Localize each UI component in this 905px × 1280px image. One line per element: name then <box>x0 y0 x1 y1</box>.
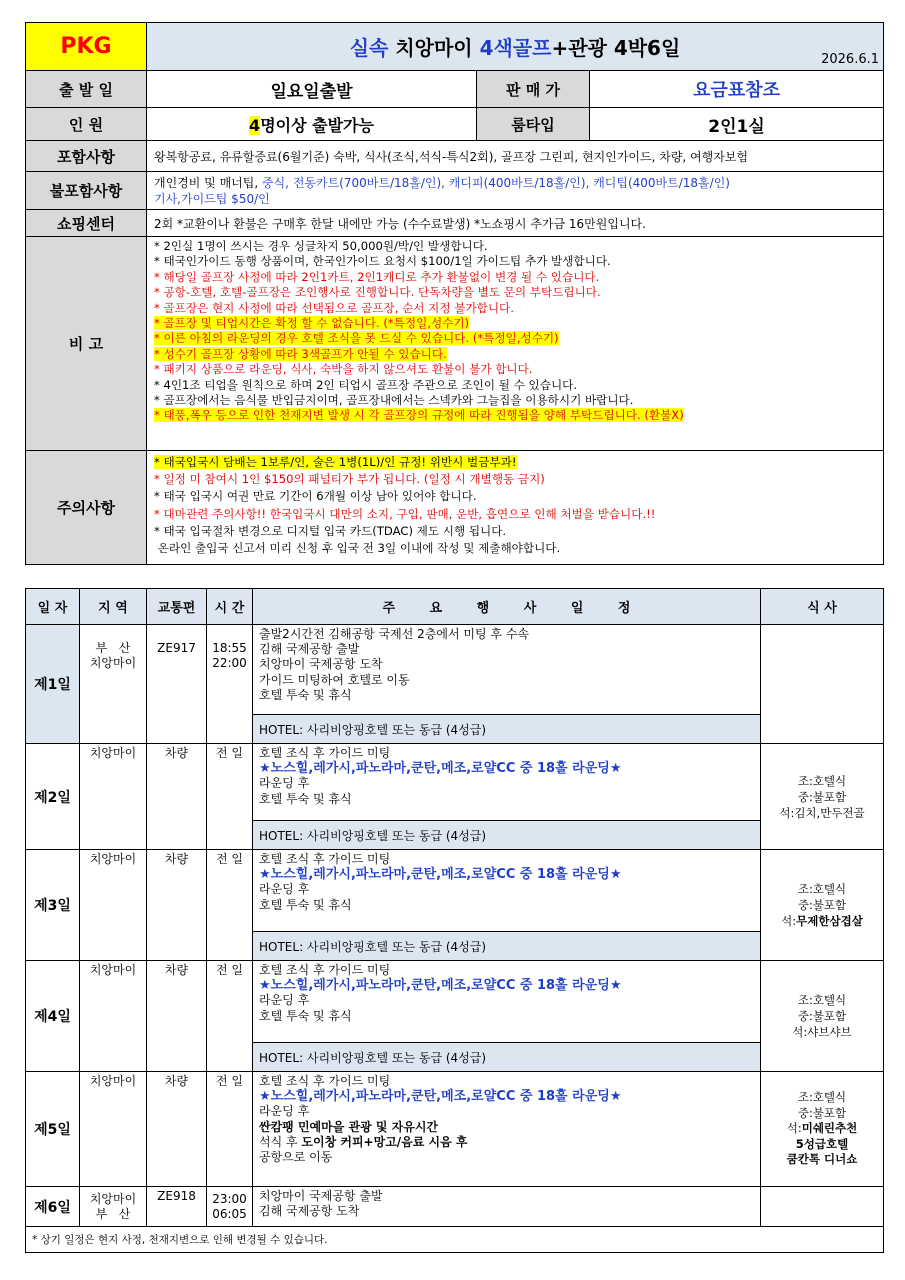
day-5-act-before: 호텔 조식 후 가이드 미팅 <box>259 1074 391 1088</box>
day-4-lunch: 중:불포함 <box>797 1009 847 1023</box>
caution-list <box>147 451 884 565</box>
day-6-transport: ZE918 <box>147 1187 207 1227</box>
day-2-activities <box>253 744 761 821</box>
day-5-lunch: 중:불포함 <box>797 1105 847 1120</box>
day-1-act-5: 호텔 투숙 및 휴식 <box>259 687 352 702</box>
day-6-region <box>80 1187 147 1227</box>
remark-12: * 태풍,폭우 등으로 인한 천재지변 발생 시 각 골프장의 규정에 따라 진행됨을 양해 부탁드립니다. (환불X) <box>154 408 684 423</box>
day-6-activities <box>253 1187 761 1227</box>
remark-6: * 골프장 및 티업시간은 확정 할 수 없습니다. (*특정일,성수기) <box>154 316 470 331</box>
day-4-dinner: 석:샤브샤브 <box>792 1025 852 1039</box>
remark-8: * 성수기 골프장 상황에 따라 3색골프가 안될 수 있습니다. <box>154 346 447 361</box>
price-value: 요금표참조 <box>590 71 884 108</box>
day-4-act-after-1: 라운딩 후 <box>259 993 310 1008</box>
day-5-golf: ★노스힐,레가시,파노라마,쿤탄,메조,로얄CC 중 18홀 라운딩★ <box>259 1089 622 1105</box>
day-6-act-2: 김해 국제공항 도착 <box>259 1204 360 1219</box>
day-6-label: 제6일 <box>26 1187 80 1227</box>
title-prefix: 실속 <box>349 36 396 60</box>
col-time: 시 간 <box>207 589 253 625</box>
shop-value: 2회 *교환이나 환불은 구매후 한달 내에만 가능 (수수료발생) *노쇼핑시 추가금 16만원입니다. <box>147 210 884 237</box>
day-1-act-2: 김해 국제공항 출발 <box>259 642 360 657</box>
departure-value: 일요일출발 <box>147 71 477 108</box>
room-label: 룸타입 <box>477 108 590 141</box>
caution-5: * 태국 입국절차 변경으로 디지털 입국 카드(TDAC) 제도 시행 됩니다. <box>154 523 507 538</box>
caution-3: * 태국 입국시 여권 만료 기간이 6개월 이상 남아 있어야 합니다. <box>154 489 477 504</box>
day-1-time-arr: 22:00 <box>212 656 247 670</box>
day-5-dinner-name: 미쉐린추천 <box>801 1121 858 1136</box>
day-4-golf: ★노스힐,레가시,파노라마,쿤탄,메조,로얄CC 중 18홀 라운딩★ <box>259 978 622 994</box>
day-4-breakfast: 조:호텔식 <box>797 993 847 1007</box>
day-3-transport: 차량 <box>147 850 207 961</box>
day-2-region: 치앙마이 <box>80 744 147 850</box>
day-6-meals <box>761 1187 884 1227</box>
remark-7: * 이른 아침의 라운딩의 경우 호텔 조식을 못 드실 수 있습니다. (*특정일,성수기) <box>154 331 559 346</box>
day-1-hotel: HOTEL: 사리비앙핑호텔 또는 동급 (4성급) <box>253 715 761 744</box>
day-2-transport: 차량 <box>147 744 207 850</box>
package-title <box>147 23 884 71</box>
day-4-region: 치앙마이 <box>80 961 147 1072</box>
day-3-dinner-prefix: 석: <box>781 914 797 928</box>
day-1-label: 제1일 <box>26 625 80 744</box>
day-1-region-to: 치앙마이 <box>89 656 137 670</box>
col-meal: 식 사 <box>761 589 884 625</box>
day-4-act-after-2: 호텔 투숙 및 휴식 <box>259 1008 352 1023</box>
remark-10: * 4인1조 티업을 원칙으로 하며 2인 티업시 골프장 주관으로 조인이 될 수 있습니다. <box>154 377 578 392</box>
day-1-act-3: 치앙마이 국제공항 도착 <box>259 657 383 672</box>
people-cell <box>147 108 477 141</box>
room-value: 2인1실 <box>590 108 884 141</box>
remark-5: * 골프장은 현지 사정에 따라 선택됨으로 골프장, 순서 지정 불가합니다. <box>154 300 514 315</box>
remark-3: * 해당일 골프장 사정에 따라 2인1카트, 2인1캐디로 추가 환불없이 변경 될 수 있습니다. <box>154 269 600 284</box>
day-6-time <box>207 1187 253 1227</box>
day-1-transport: ZE917 <box>147 625 207 744</box>
price-label: 판 매 가 <box>477 71 590 108</box>
day-4-label: 제4일 <box>26 961 80 1072</box>
day-2-act-before: 호텔 조식 후 가이드 미팅 <box>259 746 391 760</box>
caution-4: * 대마관련 주의사항!! 한국입국시 대만의 소지, 구입, 판매, 운반, 흡연으로 인해 처벌을 받습니다.!! <box>154 506 656 521</box>
remark-1: * 2인실 1명이 쓰시는 경우 싱글차지 50,000원/박/인 발생합니다. <box>154 239 488 253</box>
package-info-table <box>25 22 884 565</box>
day-5-dinner-prefix: 석: <box>786 1121 802 1136</box>
day-5-breakfast: 조:호텔식 <box>797 1090 847 1105</box>
day-2-lunch: 중:불포함 <box>797 789 847 804</box>
issue-date: 2026.6.1 <box>821 52 879 67</box>
day-5-dinner-show: 쿰칸톡 디너쇼 <box>786 1152 858 1167</box>
day-6-region-from: 치앙마이 <box>89 1191 137 1206</box>
day-5-tour: 싼캄팽 민예마을 관광 및 자유시간 <box>259 1119 439 1134</box>
include-value: 왕복항공료, 유류할증료(6월기준) 숙박, 식사(조식,석식-특식2회), 골프장 그린피, 현지인가이드, 차량, 여행자보험 <box>147 141 884 172</box>
day-5-time: 전 일 <box>207 1072 253 1187</box>
col-region: 지 역 <box>80 589 147 625</box>
exclude-line2: 기사,가이드팁 $50/인 <box>154 191 270 206</box>
remark-9: * 패키지 상품으로 라운딩, 식사, 숙박을 하지 않으셔도 환불이 불가 합니다. <box>154 362 533 377</box>
schedule-footnote: * 상기 일정은 현지 사정, 천재지변으로 인해 변경될 수 있습니다. <box>26 1227 884 1253</box>
day-4-act-before: 호텔 조식 후 가이드 미팅 <box>259 963 391 977</box>
day-3-meals <box>761 850 884 961</box>
exclude-line1-b: 중식, 전동카트(700바트/18홀/인), 캐디피(400바트/18홀/인), 캐디팁(400바트/18홀/인) <box>262 175 730 190</box>
title-accent: 4색골프 <box>479 36 552 60</box>
day-2-label: 제2일 <box>26 744 80 850</box>
day-1-time-dep: 18:55 <box>212 641 247 655</box>
day-3-breakfast: 조:호텔식 <box>797 882 847 896</box>
title-suffix: +관광 4박6일 <box>551 36 681 60</box>
remark-11: * 골프장에서는 음식물 반입금지이며, 골프장내에서는 스넥카와 그늘집을 이용하시기 바랍니다. <box>154 393 634 408</box>
day-3-act-after-2: 호텔 투숙 및 휴식 <box>259 897 352 912</box>
include-label: 포함사항 <box>26 141 147 172</box>
day-4-hotel: HOTEL: 사리비앙핑호텔 또는 동급 (4성급) <box>253 1043 761 1072</box>
day-2-meals <box>761 744 884 850</box>
day-5-dinner <box>761 1121 883 1137</box>
caution-label: 주의사항 <box>26 451 147 565</box>
day-3-region: 치앙마이 <box>80 850 147 961</box>
day-3-dinner-name: 무제한삼겹살 <box>796 914 863 928</box>
day-1-activities <box>253 625 761 715</box>
day-5-region: 치앙마이 <box>80 1072 147 1187</box>
itinerary-table <box>25 588 884 1253</box>
day-1-region <box>80 625 147 744</box>
col-transport: 교통편 <box>147 589 207 625</box>
day-6-region-to: 부 산 <box>95 1206 131 1221</box>
day-2-act-after-1: 라운딩 후 <box>259 776 310 791</box>
day-5-transport: 차량 <box>147 1072 207 1187</box>
day-4-meals <box>761 961 884 1072</box>
day-5-coffee-pre: 석식 후 <box>259 1134 302 1149</box>
title-main: 치앙마이 <box>395 36 480 60</box>
col-activity: 주 요 행 사 일 정 <box>253 589 761 625</box>
day-5-dinner-hotel: 5성급호텔 <box>795 1136 849 1151</box>
caution-2: * 일정 미 참여시 1인 $150의 패널티가 부가 됩니다. (일정 시 개별행동 금지) <box>154 472 545 487</box>
day-2-golf: ★노스힐,레가시,파노라마,쿤탄,메조,로얄CC 중 18홀 라운딩★ <box>259 761 622 777</box>
day-1-act-1: 출발2시간전 김해공항 국제선 2층에서 미팅 후 수속 <box>259 627 529 641</box>
day-2-hotel: HOTEL: 사리비앙핑호텔 또는 동급 (4성급) <box>253 821 761 850</box>
exclude-line1-a: 개인경비 및 매너팁, <box>154 175 262 190</box>
day-2-breakfast: 조:호텔식 <box>797 773 847 788</box>
day-6-time-arr: 06:05 <box>212 1206 247 1221</box>
col-day: 일 자 <box>26 589 80 625</box>
day-2-act-after-2: 호텔 투숙 및 휴식 <box>259 791 352 806</box>
day-3-hotel: HOTEL: 사리비앙핑호텔 또는 동급 (4성급) <box>253 932 761 961</box>
caution-1: * 태국입국시 담배는 1보루/인, 술은 1병(1L)/인 규정! 위반시 벌금부과! <box>154 455 517 469</box>
day-1-time <box>207 625 253 744</box>
day-3-act-after-1: 라운딩 후 <box>259 882 310 897</box>
people-value: 명이상 출발가능 <box>260 115 374 135</box>
day-5-coffee: 도이창 커피+망고/음료 시음 후 <box>301 1134 468 1149</box>
day-3-dinner <box>761 913 883 929</box>
day-5-coffee-line <box>259 1135 756 1150</box>
day-5-activities <box>253 1072 761 1187</box>
day-5-label: 제5일 <box>26 1072 80 1187</box>
exclude-label: 불포함사항 <box>26 172 147 210</box>
day-6-time-dep: 23:00 <box>212 1191 247 1206</box>
day-3-lunch: 중:불포함 <box>797 898 847 912</box>
exclude-value <box>147 172 884 210</box>
day-3-act-before: 호텔 조식 후 가이드 미팅 <box>259 852 391 866</box>
day-5-act-after: 라운딩 후 <box>259 1104 310 1119</box>
day-2-dinner: 석:김치,만두전골 <box>779 805 865 820</box>
departure-label: 출 발 일 <box>26 71 147 108</box>
remark-label: 비 고 <box>26 237 147 451</box>
day-3-time: 전 일 <box>207 850 253 961</box>
shop-label: 쇼핑센터 <box>26 210 147 237</box>
people-num: 4 <box>249 115 261 135</box>
pkg-badge: PKG <box>26 23 147 71</box>
remark-4: * 공항-호텔, 호텔-골프장은 조인행사로 진행합니다. 단독차량을 별도 문의 부탁드립니다. <box>154 285 601 300</box>
remark-2: * 태국인가이드 동행 상품이며, 한국인가이드 요청시 $100/1일 가이드팁 추가 발생합니다. <box>154 254 611 269</box>
day-1-meals <box>761 625 884 744</box>
day-4-activities <box>253 961 761 1043</box>
day-3-label: 제3일 <box>26 850 80 961</box>
day-1-region-from: 부 산 <box>95 641 131 655</box>
people-label: 인 원 <box>26 108 147 141</box>
day-2-time: 전 일 <box>207 744 253 850</box>
day-6-act-1: 치앙마이 국제공항 출발 <box>259 1189 383 1203</box>
remark-list <box>147 237 884 451</box>
day-5-airport: 공항으로 이동 <box>259 1150 333 1165</box>
day-4-transport: 차량 <box>147 961 207 1072</box>
day-3-activities <box>253 850 761 932</box>
day-3-golf: ★노스힐,레가시,파노라마,쿤탄,메조,로얄CC 중 18홀 라운딩★ <box>259 867 622 883</box>
day-5-meals <box>761 1072 884 1187</box>
day-1-act-4: 가이드 미팅하여 호텔로 이동 <box>259 672 410 687</box>
caution-6: 온라인 출입국 신고서 미리 신청 후 입국 전 3일 이내에 작성 및 제출해야합니다. <box>154 541 561 556</box>
day-4-time: 전 일 <box>207 961 253 1072</box>
